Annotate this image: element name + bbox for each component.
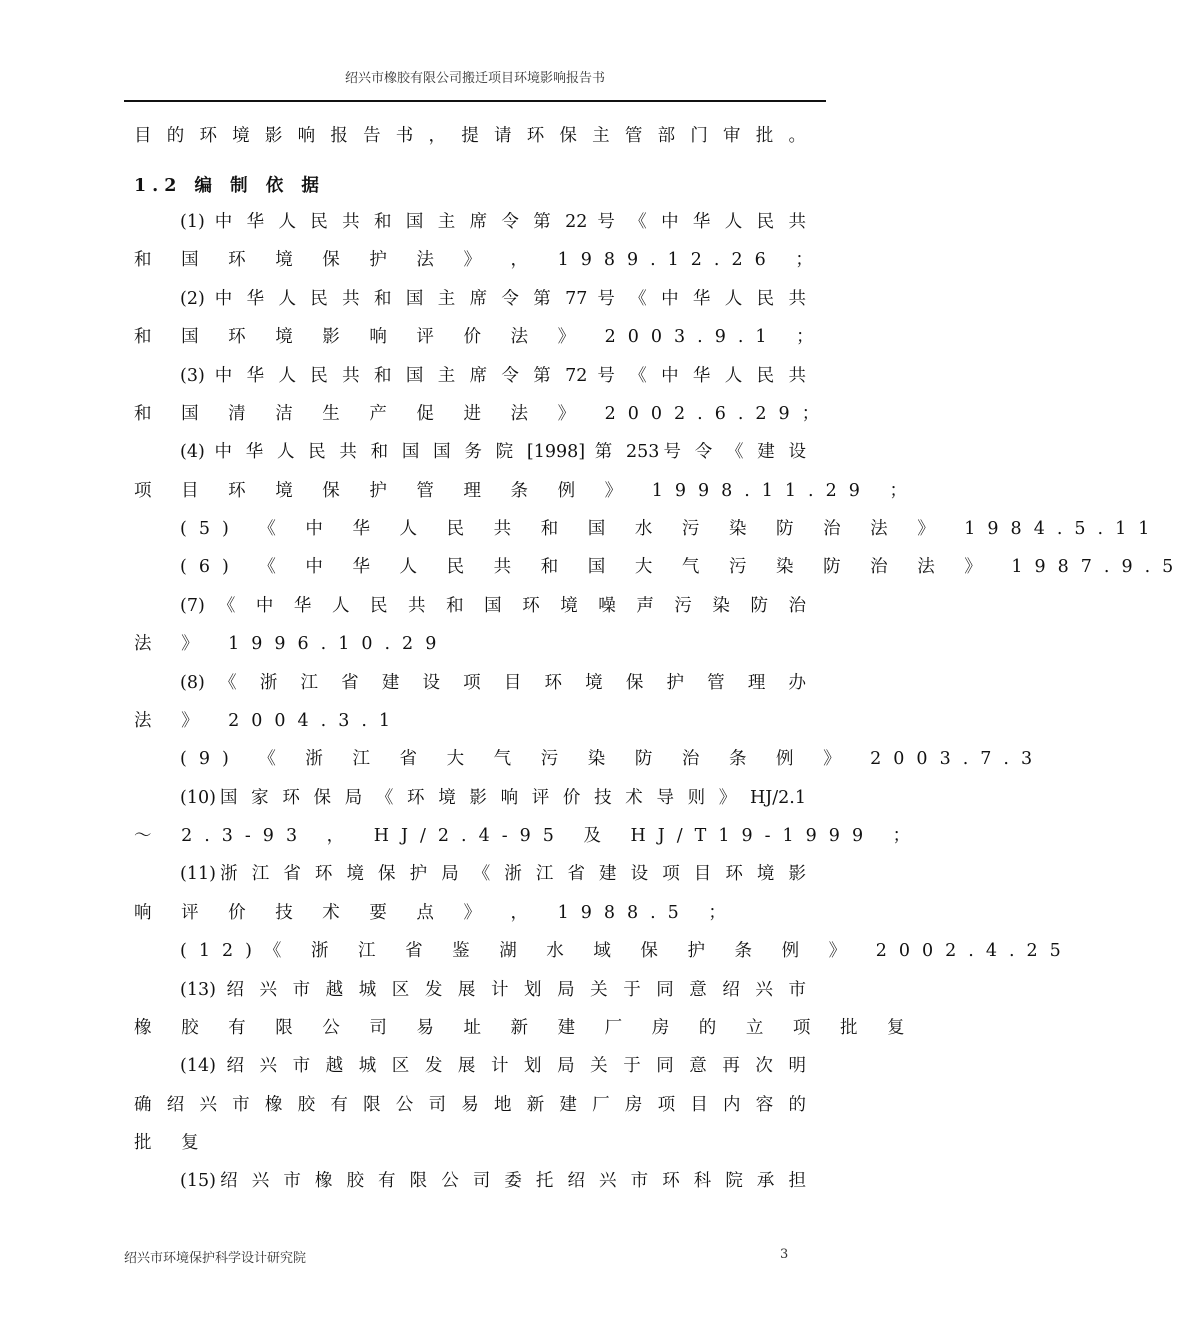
body-line: 法 》 1996.10.29: [134, 634, 449, 654]
body-line: 和 国 环 境 影 响 评 价 法 》 2003.9.1 ；: [134, 327, 826, 347]
body-line: (1) 中 华 人 民 共 和 国 主 席 令 第 22 号 《 中 华 人 民 共: [180, 212, 806, 232]
body-line: 目 的 环 境 影 响 报 告 书 ， 提 请 环 保 主 管 部 门 审 批 。: [134, 126, 806, 146]
body-line: (9) 《 浙 江 省 大 气 污 染 防 治 条 例 》 2003.7.3: [180, 749, 1045, 769]
body-line: (3) 中 华 人 民 共 和 国 主 席 令 第 72 号 《 中 华 人 民 共: [180, 366, 806, 386]
body-line: 法 》 2004.3.1: [134, 711, 403, 731]
running-header: 绍兴市橡胶有限公司搬迁项目环境影响报告书: [344, 71, 605, 86]
section-heading: 1.2 编 制 依 据: [134, 176, 325, 196]
body-line: (12)《 浙 江 省 鉴 湖 水 域 保 护 条 例 》 2002.4.25: [180, 941, 1073, 961]
body-line: 响 评 价 技 术 要 点 》 ， 1988.5 ；: [134, 903, 738, 923]
footer-organization: 绍兴市环境保护科学设计研究院: [124, 1251, 307, 1266]
body-line: (15)绍 兴 市 橡 胶 有 限 公 司 委 托 绍 兴 市 环 科 院 承 担: [180, 1171, 806, 1191]
body-line: 和 国 环 境 保 护 法 》 ， 1989.12.26 ；: [134, 250, 825, 270]
body-line: (7) 《 中 华 人 民 共 和 国 环 境 噪 声 污 染 防 治: [180, 596, 806, 616]
body-line: (2) 中 华 人 民 共 和 国 主 席 令 第 77 号 《 中 华 人 民 共: [180, 289, 806, 309]
body-line: (4) 中 华 人 民 共 和 国 国 务 院 [1998] 第 253号 令 《 建 设: [180, 442, 806, 462]
body-line: (6) 《 中 华 人 民 共 和 国 大 气 污 染 防 治 法 》 1987.9.5: [180, 557, 1185, 577]
header-divider: [124, 100, 826, 102]
body-line: (14) 绍 兴 市 越 城 区 发 展 计 划 局 关 于 同 意 再 次 明: [180, 1056, 806, 1076]
body-line: (13) 绍 兴 市 越 城 区 发 展 计 划 局 关 于 同 意 绍 兴 市: [180, 980, 806, 1000]
page-number: 3: [780, 1247, 789, 1262]
body-line: 批 复: [134, 1133, 211, 1153]
body-line: (8) 《 浙 江 省 建 设 项 目 环 境 保 护 管 理 办: [180, 673, 806, 693]
body-line: (10)国 家 环 保 局 《 环 境 影 响 评 价 技 术 导 则 》 HJ/2.1: [180, 788, 806, 808]
body-line: 项 目 环 境 保 护 管 理 条 例 》 1998.11.29 ；: [134, 481, 919, 501]
body-line: 和 国 清 洁 生 产 促 进 法 》 2002.6.29；: [134, 404, 832, 424]
body-line: (5) 《 中 华 人 民 共 和 国 水 污 染 防 治 法 》 1984.5.11: [180, 519, 1162, 539]
body-line: 确 绍 兴 市 橡 胶 有 限 公 司 易 地 新 建 厂 房 项 目 内 容 的: [134, 1095, 806, 1115]
body-line: 橡 胶 有 限 公 司 易 址 新 建 厂 房 的 立 项 批 复: [134, 1018, 917, 1038]
body-line: ～ 2.3-93 ， HJ/2.4-95 及 HJ/T19-1999 ；: [134, 826, 923, 846]
body-line: (11)浙 江 省 环 境 保 护 局 《 浙 江 省 建 设 项 目 环 境 影: [180, 864, 806, 884]
